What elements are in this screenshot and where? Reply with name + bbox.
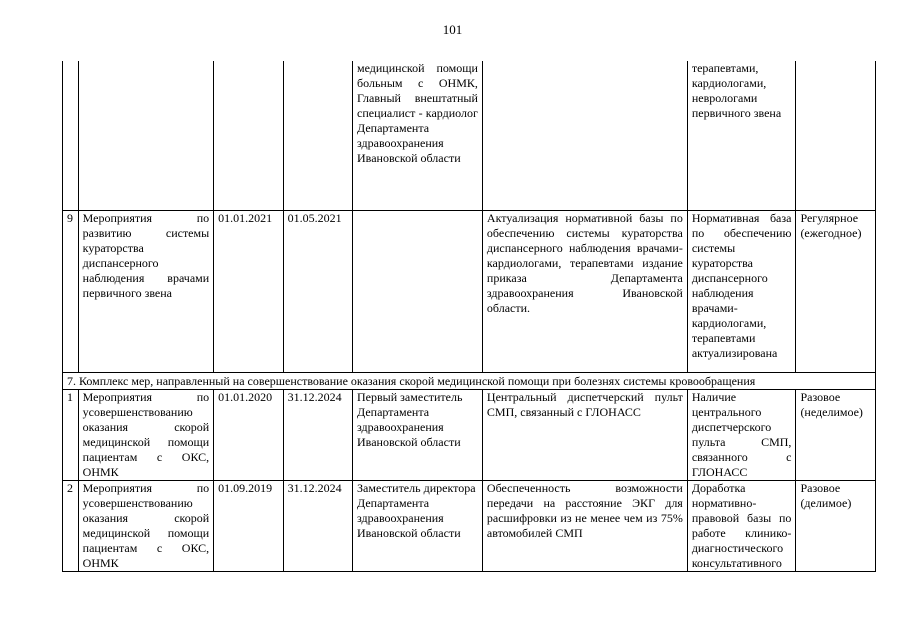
cell-result: Наличие центрального диспетчерского пульта СМП, связанного с ГЛОНАСС [687, 389, 796, 480]
cell-start: 01.01.2020 [214, 389, 283, 480]
cell-characteristic [482, 61, 687, 210]
cell-characteristic: Обеспеченность возможности передачи на расстояние ЭКГ для расшифровки из не менее чем из 75% автомобилей СМП [482, 480, 687, 571]
cell-characteristic: Центральный диспетчерский пульт СМП, связанный с ГЛОНАСС [482, 389, 687, 480]
cell-end: 01.05.2021 [283, 210, 352, 372]
cell-responsible: Первый заместитель Департамента здравоохранения Ивановской области [353, 389, 483, 480]
cell-result: терапевтами, кардиологами, неврологами первичного звена [687, 61, 796, 210]
table-row-s7-2 [63, 480, 876, 571]
cell-characteristic: Актуализация нормативной базы по обеспечению системы кураторства диспансерного наблюдения врачами-кардиологами, терапевтами издание приказа Департамента здравоохранения Ивановской области. [482, 210, 687, 372]
cell-event: Мероприятия по развитию системы кураторства диспансерного наблюдения врачами первичного звена [78, 210, 214, 372]
cell-end [283, 61, 352, 210]
cell-num: 2 [63, 480, 79, 571]
cell-start: 01.09.2019 [214, 480, 283, 571]
cell-start [214, 61, 283, 210]
table-row-s7-1 [63, 389, 876, 480]
cell-result: Доработка нормативно-правовой базы по работе клинико-диагностического консультативного [687, 480, 796, 571]
table-row-9 [63, 210, 876, 372]
cell-num [63, 61, 79, 210]
cell-regularity: Разовое (неделимое) [796, 389, 876, 480]
cell-responsible [353, 210, 483, 372]
cell-num: 9 [63, 210, 79, 372]
cell-regularity [796, 61, 876, 210]
cell-responsible: Заместитель директора Департамента здравоохранения Ивановской области [353, 480, 483, 571]
page-number: 101 [442, 22, 463, 37]
cell-num: 1 [63, 389, 79, 480]
table-row-continuation [63, 61, 876, 210]
cell-responsible: медицинской помощи больным с ОНМК, Главный внештатный специалист - кардиолог Департамента здравоохранения Ивановской области [353, 61, 483, 210]
cell-event: Мероприятия по усовершенствованию оказания скорой медицинской помощи пациентам с ОКС, ОНМК [78, 480, 214, 571]
cell-result: Нормативная база по обеспечению системы кураторства диспансерного наблюдения врачами-кардиологами, терапевтами актуализирована [687, 210, 796, 372]
cell-end: 31.12.2024 [283, 389, 352, 480]
cell-start: 01.01.2021 [214, 210, 283, 372]
cell-end: 31.12.2024 [283, 480, 352, 571]
cell-event [78, 61, 214, 210]
events-table [62, 61, 876, 572]
cell-event: Мероприятия по усовершенствованию оказания скорой медицинской помощи пациентам с ОКС, ОНМК [78, 389, 214, 480]
cell-regularity: Разовое (делимое) [796, 480, 876, 571]
section-title: 7. Комплекс мер, направленный на совершенствование оказания скорой медицинской помощи при болезнях системы кровообращения [63, 372, 876, 389]
cell-regularity: Регулярное (ежегодное) [796, 210, 876, 372]
section-header-7 [63, 372, 876, 389]
